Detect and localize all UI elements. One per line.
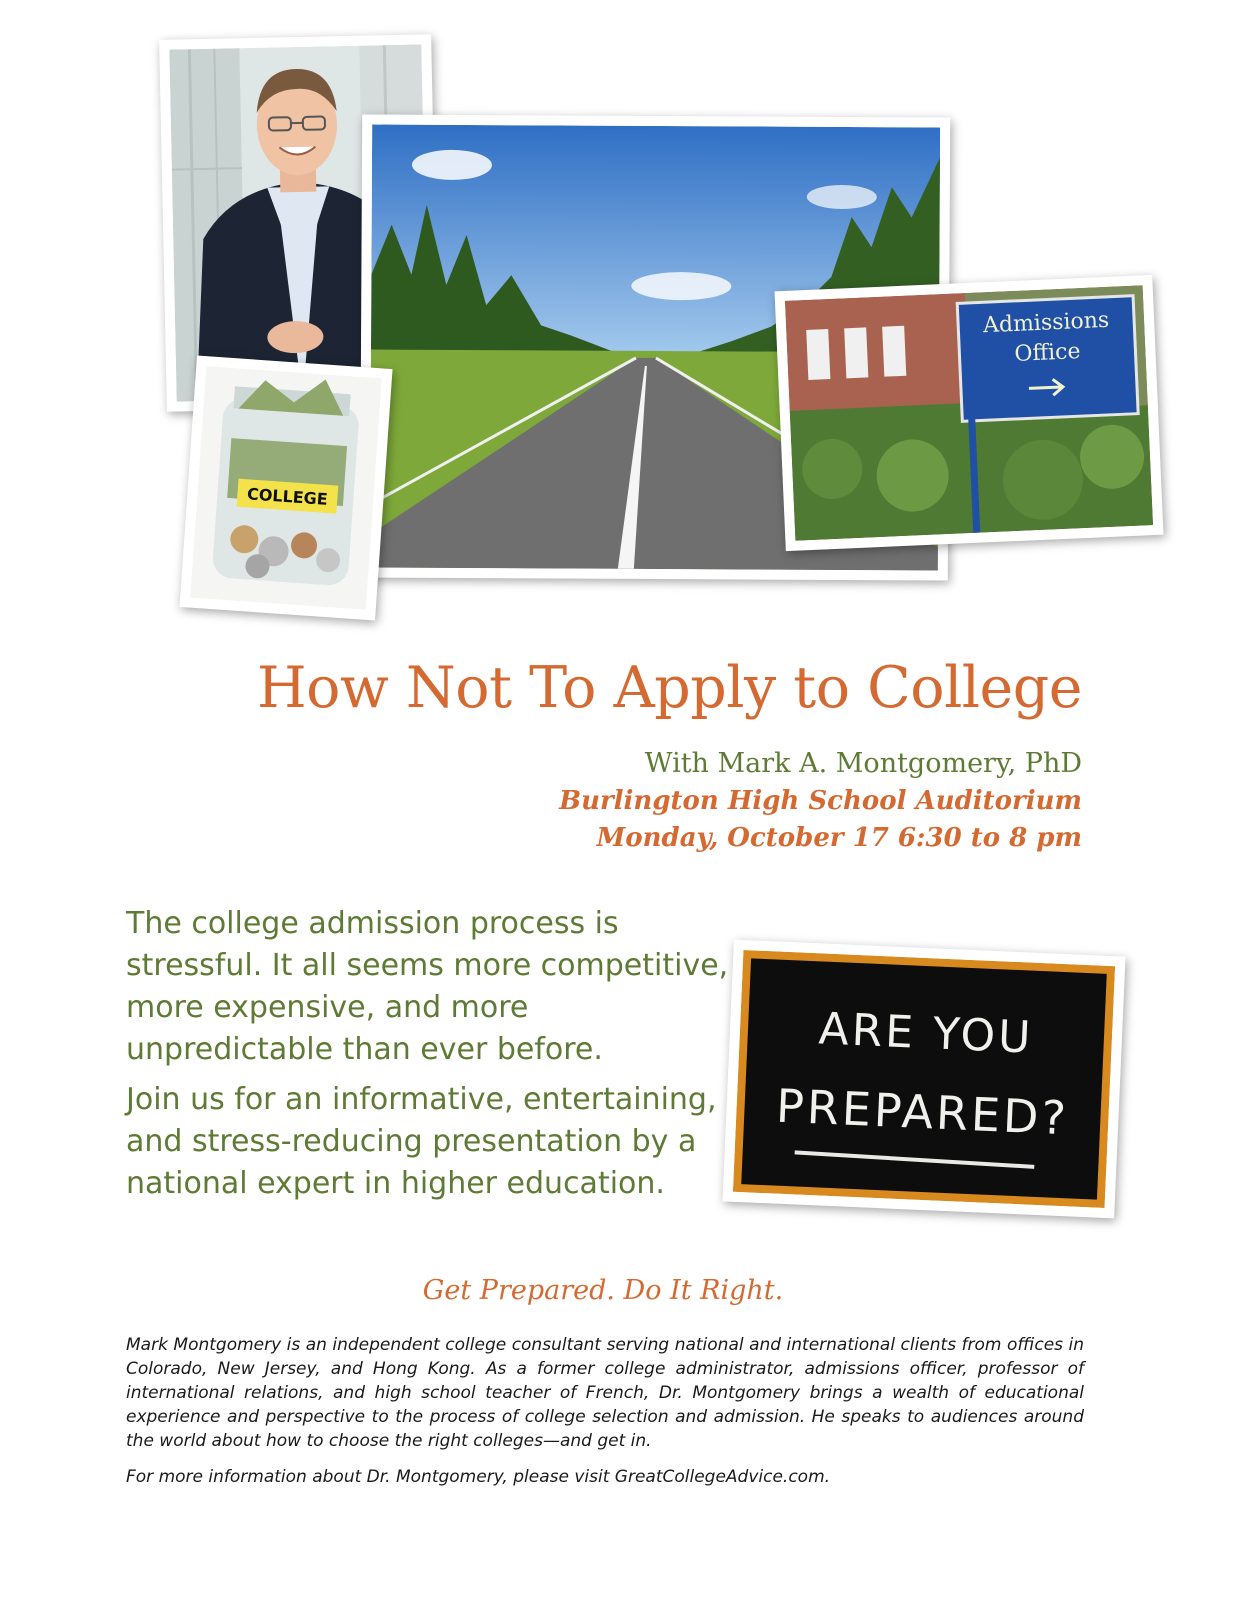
chalkboard-line-1: ARE YOU (817, 1003, 1035, 1064)
college-fund-jar-photo (179, 355, 392, 620)
jar-label-text: COLLEGE (246, 484, 329, 509)
chalkboard-line-2: PREPARED? (775, 1078, 1071, 1146)
invitation-paragraph: Join us for an informative, entertaining, and stress-reducing presentation by a national expert in higher education. (126, 1082, 717, 1201)
more-info-text: For more information about Dr. Montgomery, please visit GreatCollegeAdvice.com. (126, 1467, 831, 1487)
flyer-title: How Not To Apply to College (256, 655, 1082, 721)
presenter-bio: Mark Montgomery is an independent college consultant serving national and international clients from offices in Colorado, New Jersey, and Hong Kong. As a former college administrator, admissions officer, professor of international relations, and high school teacher of French, Dr. Montgomery brings a wealth of educational experience and perspective to the process of college selection and admission. He speaks to audiences around the world about how to choose the right colleges—and get in. (126, 1335, 1084, 1451)
event-date: Monday, October 17 6:30 to 8 pm (596, 823, 1082, 853)
intro-paragraph: The college admission process is stressful. It all seems more competitive, more expensive, and more unpredictable than ever before. (126, 906, 729, 1067)
event-venue: Burlington High School Auditorium (559, 786, 1082, 816)
sign-line-2: Office (1013, 339, 1081, 367)
sign-line-1: Admissions (982, 307, 1110, 339)
chalkboard-photo (722, 940, 1125, 1219)
tagline: Get Prepared. Do It Right. (422, 1275, 784, 1306)
admissions-office-photo (775, 275, 1164, 551)
presenter-line: With Mark A. Montgomery, PhD (644, 748, 1082, 779)
